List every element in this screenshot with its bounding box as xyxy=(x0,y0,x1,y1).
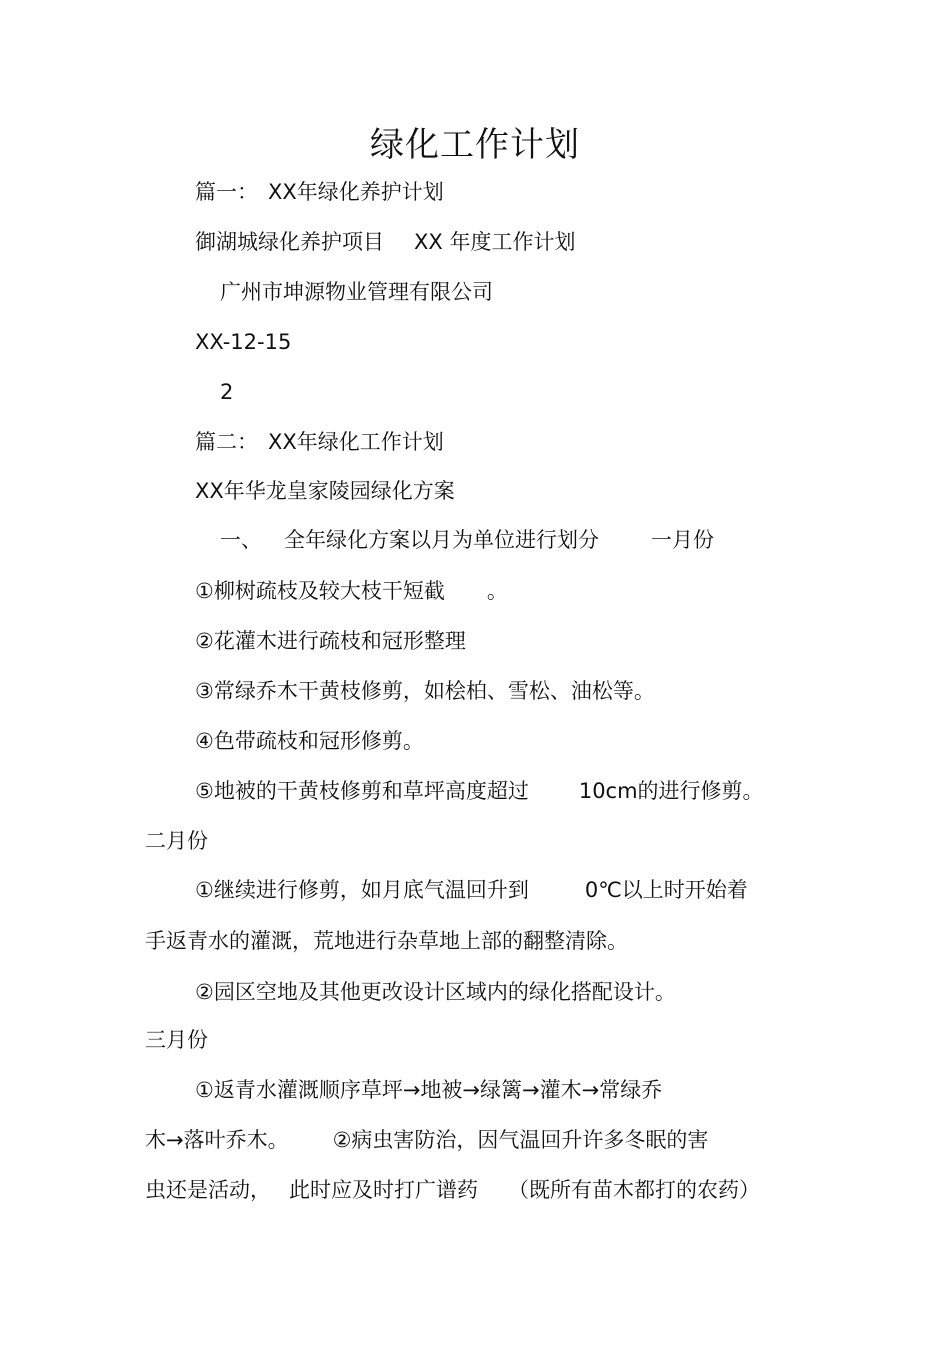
line-segment: 御湖城绿化养护项目 xyxy=(195,230,384,254)
line-segment: XX 年度工作计划 xyxy=(414,230,576,254)
line-segment: 2 xyxy=(220,380,234,404)
text-line xyxy=(195,977,676,1007)
text-line xyxy=(195,476,455,506)
line-segment: XX年绿化工作计划 xyxy=(268,430,444,454)
line-segment: ②病虫害防治，因气温回升许多冬眠的害 xyxy=(332,1128,709,1152)
text-line xyxy=(195,327,291,357)
line-segment: 全年绿化方案以月为单位进行划分 xyxy=(284,528,599,552)
text-line xyxy=(220,277,493,307)
line-segment: 二月份 xyxy=(145,829,208,853)
line-segment: 此时应及时打广谱药 xyxy=(289,1178,478,1202)
document-title: 绿化工作计划 xyxy=(370,125,580,165)
text-line xyxy=(145,826,208,856)
line-segment: XX-12-15 xyxy=(195,330,292,354)
line-segment: 一、 xyxy=(220,528,262,552)
text-line xyxy=(195,576,508,606)
line-segment: 0℃以上时开始着 xyxy=(584,878,748,902)
text-line xyxy=(145,1025,208,1055)
line-segment: （既所有苗木都打的农药） xyxy=(508,1178,760,1202)
line-segment: ④色带疏枝和冠形修剪。 xyxy=(195,729,424,753)
line-segment: ③常绿乔木干黄枝修剪，如桧柏、雪松、油松等。 xyxy=(195,679,655,703)
text-line xyxy=(195,676,655,706)
line-segment: 手返青水的灌溉，荒地进行杂草地上部的翻整清除。 xyxy=(145,929,628,953)
text-line xyxy=(220,377,233,407)
line-segment: ⑤地被的干黄枝修剪和草坪高度超过 xyxy=(195,779,529,803)
text-line xyxy=(145,1125,708,1155)
line-segment: 篇一： xyxy=(195,180,258,204)
line-segment: XX年绿化养护计划 xyxy=(268,180,444,204)
text-line xyxy=(220,525,714,555)
text-line xyxy=(195,875,748,905)
text-line xyxy=(195,626,466,656)
text-line xyxy=(195,227,575,257)
line-segment: ①返青水灌溉顺序草坪→地被→绿篱→灌木→常绿乔 xyxy=(195,1078,663,1102)
line-segment: ①继续进行修剪，如月底气温回升到 xyxy=(195,878,529,902)
line-segment: 篇二： xyxy=(195,430,258,454)
text-line xyxy=(195,776,764,806)
text-line xyxy=(195,177,444,207)
line-segment: 10cm的进行修剪。 xyxy=(578,779,764,803)
line-segment: ②园区空地及其他更改设计区域内的绿化搭配设计。 xyxy=(195,980,676,1004)
line-segment: 。 xyxy=(486,579,508,603)
line-segment: ②花灌木进行疏枝和冠形整理 xyxy=(195,629,466,653)
line-segment: 一月份 xyxy=(651,528,714,552)
text-line xyxy=(145,926,628,956)
line-segment: 木→落叶乔木。 xyxy=(145,1128,289,1152)
text-line xyxy=(145,1175,760,1205)
line-segment: 虫还是活动， xyxy=(145,1178,271,1202)
text-line xyxy=(195,427,444,457)
line-segment: 广州市坤源物业管理有限公司 xyxy=(220,280,493,304)
line-segment: 三月份 xyxy=(145,1028,208,1052)
text-line xyxy=(195,1075,662,1105)
line-segment: XX年华龙皇家陵园绿化方案 xyxy=(195,479,455,503)
text-line xyxy=(195,726,424,756)
line-segment: ①柳树疏枝及较大枝干短截 xyxy=(195,579,445,603)
